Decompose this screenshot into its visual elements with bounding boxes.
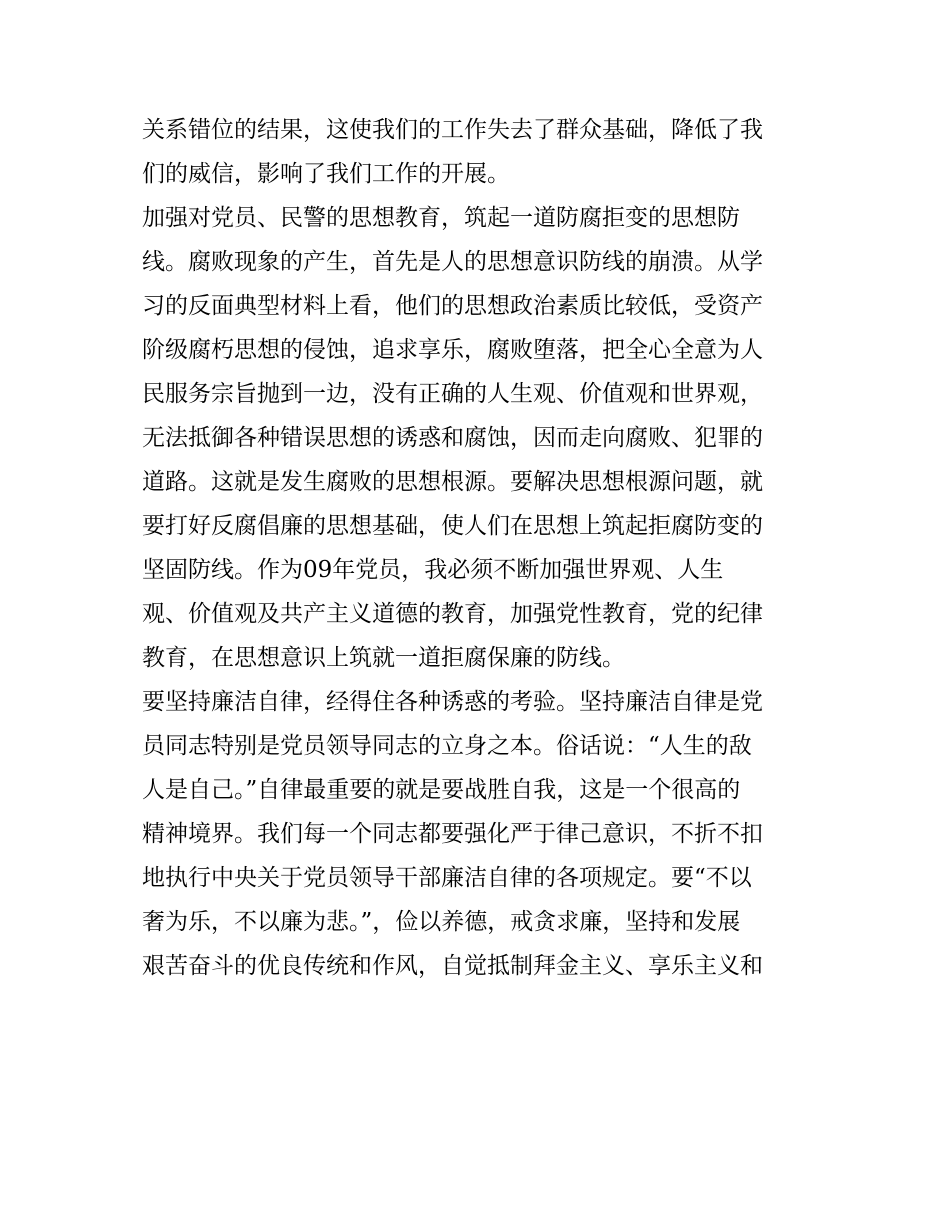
text-line: 习的反面典型材料上看，他们的思想政治素质比较低，受资产 — [142, 293, 763, 319]
text-line: 们的威信，影响了我们工作的开展。 — [142, 161, 510, 187]
text-line: 民服务宗旨抛到一边，没有正确的人生观、价值观和世界观， — [142, 381, 763, 407]
text-line: 精神境界。我们每一个同志都要强化严于律己意识，不折不扣 — [142, 821, 763, 847]
text-line: 要打好反腐倡廉的思想基础，使人们在思想上筑起拒腐防变的 — [142, 513, 763, 539]
text-line: 线。腐败现象的产生，首先是人的思想意识防线的崩溃。从学 — [142, 249, 763, 275]
text-line: 人是自己。”自律最重要的就是要战胜自我，这是一个很高的 — [142, 777, 741, 803]
text-line: 坚固防线。作为09年党员，我必须不断加强世界观、人生 — [142, 557, 724, 583]
text-line: 地执行中央关于党员领导干部廉洁自律的各项规定。要“不以 — [142, 865, 752, 891]
text-line: 无法抵御各种错误思想的诱惑和腐蚀，因而走向腐败、犯罪的 — [142, 425, 763, 451]
text-line: 观、价值观及共产主义道德的教育，加强党性教育，党的纪律 — [142, 601, 763, 627]
text-line: 奢为乐，不以廉为悲。”，俭以养德，戒贪求廉，坚持和发展 — [142, 909, 741, 935]
text-line: 要坚持廉洁自律，经得住各种诱惑的考验。坚持廉洁自律是党 — [142, 689, 763, 715]
text-line: 阶级腐朽思想的侵蚀，追求享乐，腐败堕落，把全心全意为人 — [142, 337, 763, 363]
text-line: 加强对党员、民警的思想教育，筑起一道防腐拒变的思想防 — [142, 205, 740, 231]
text-line: 艰苦奋斗的优良传统和作风，自觉抵制拜金主义、享乐主义和 — [142, 953, 763, 979]
body-text — [142, 108, 818, 988]
text-line: 教育，在思想意识上筑就一道拒腐保廉的防线。 — [142, 645, 625, 671]
text-line: 员同志特别是党员领导同志的立身之本。俗话说：“人生的敌 — [142, 733, 752, 759]
text-line: 关系错位的结果，这使我们的工作失去了群众基础，降低了我 — [142, 117, 763, 143]
text-line: 道路。这就是发生腐败的思想根源。要解决思想根源问题，就 — [142, 469, 763, 495]
